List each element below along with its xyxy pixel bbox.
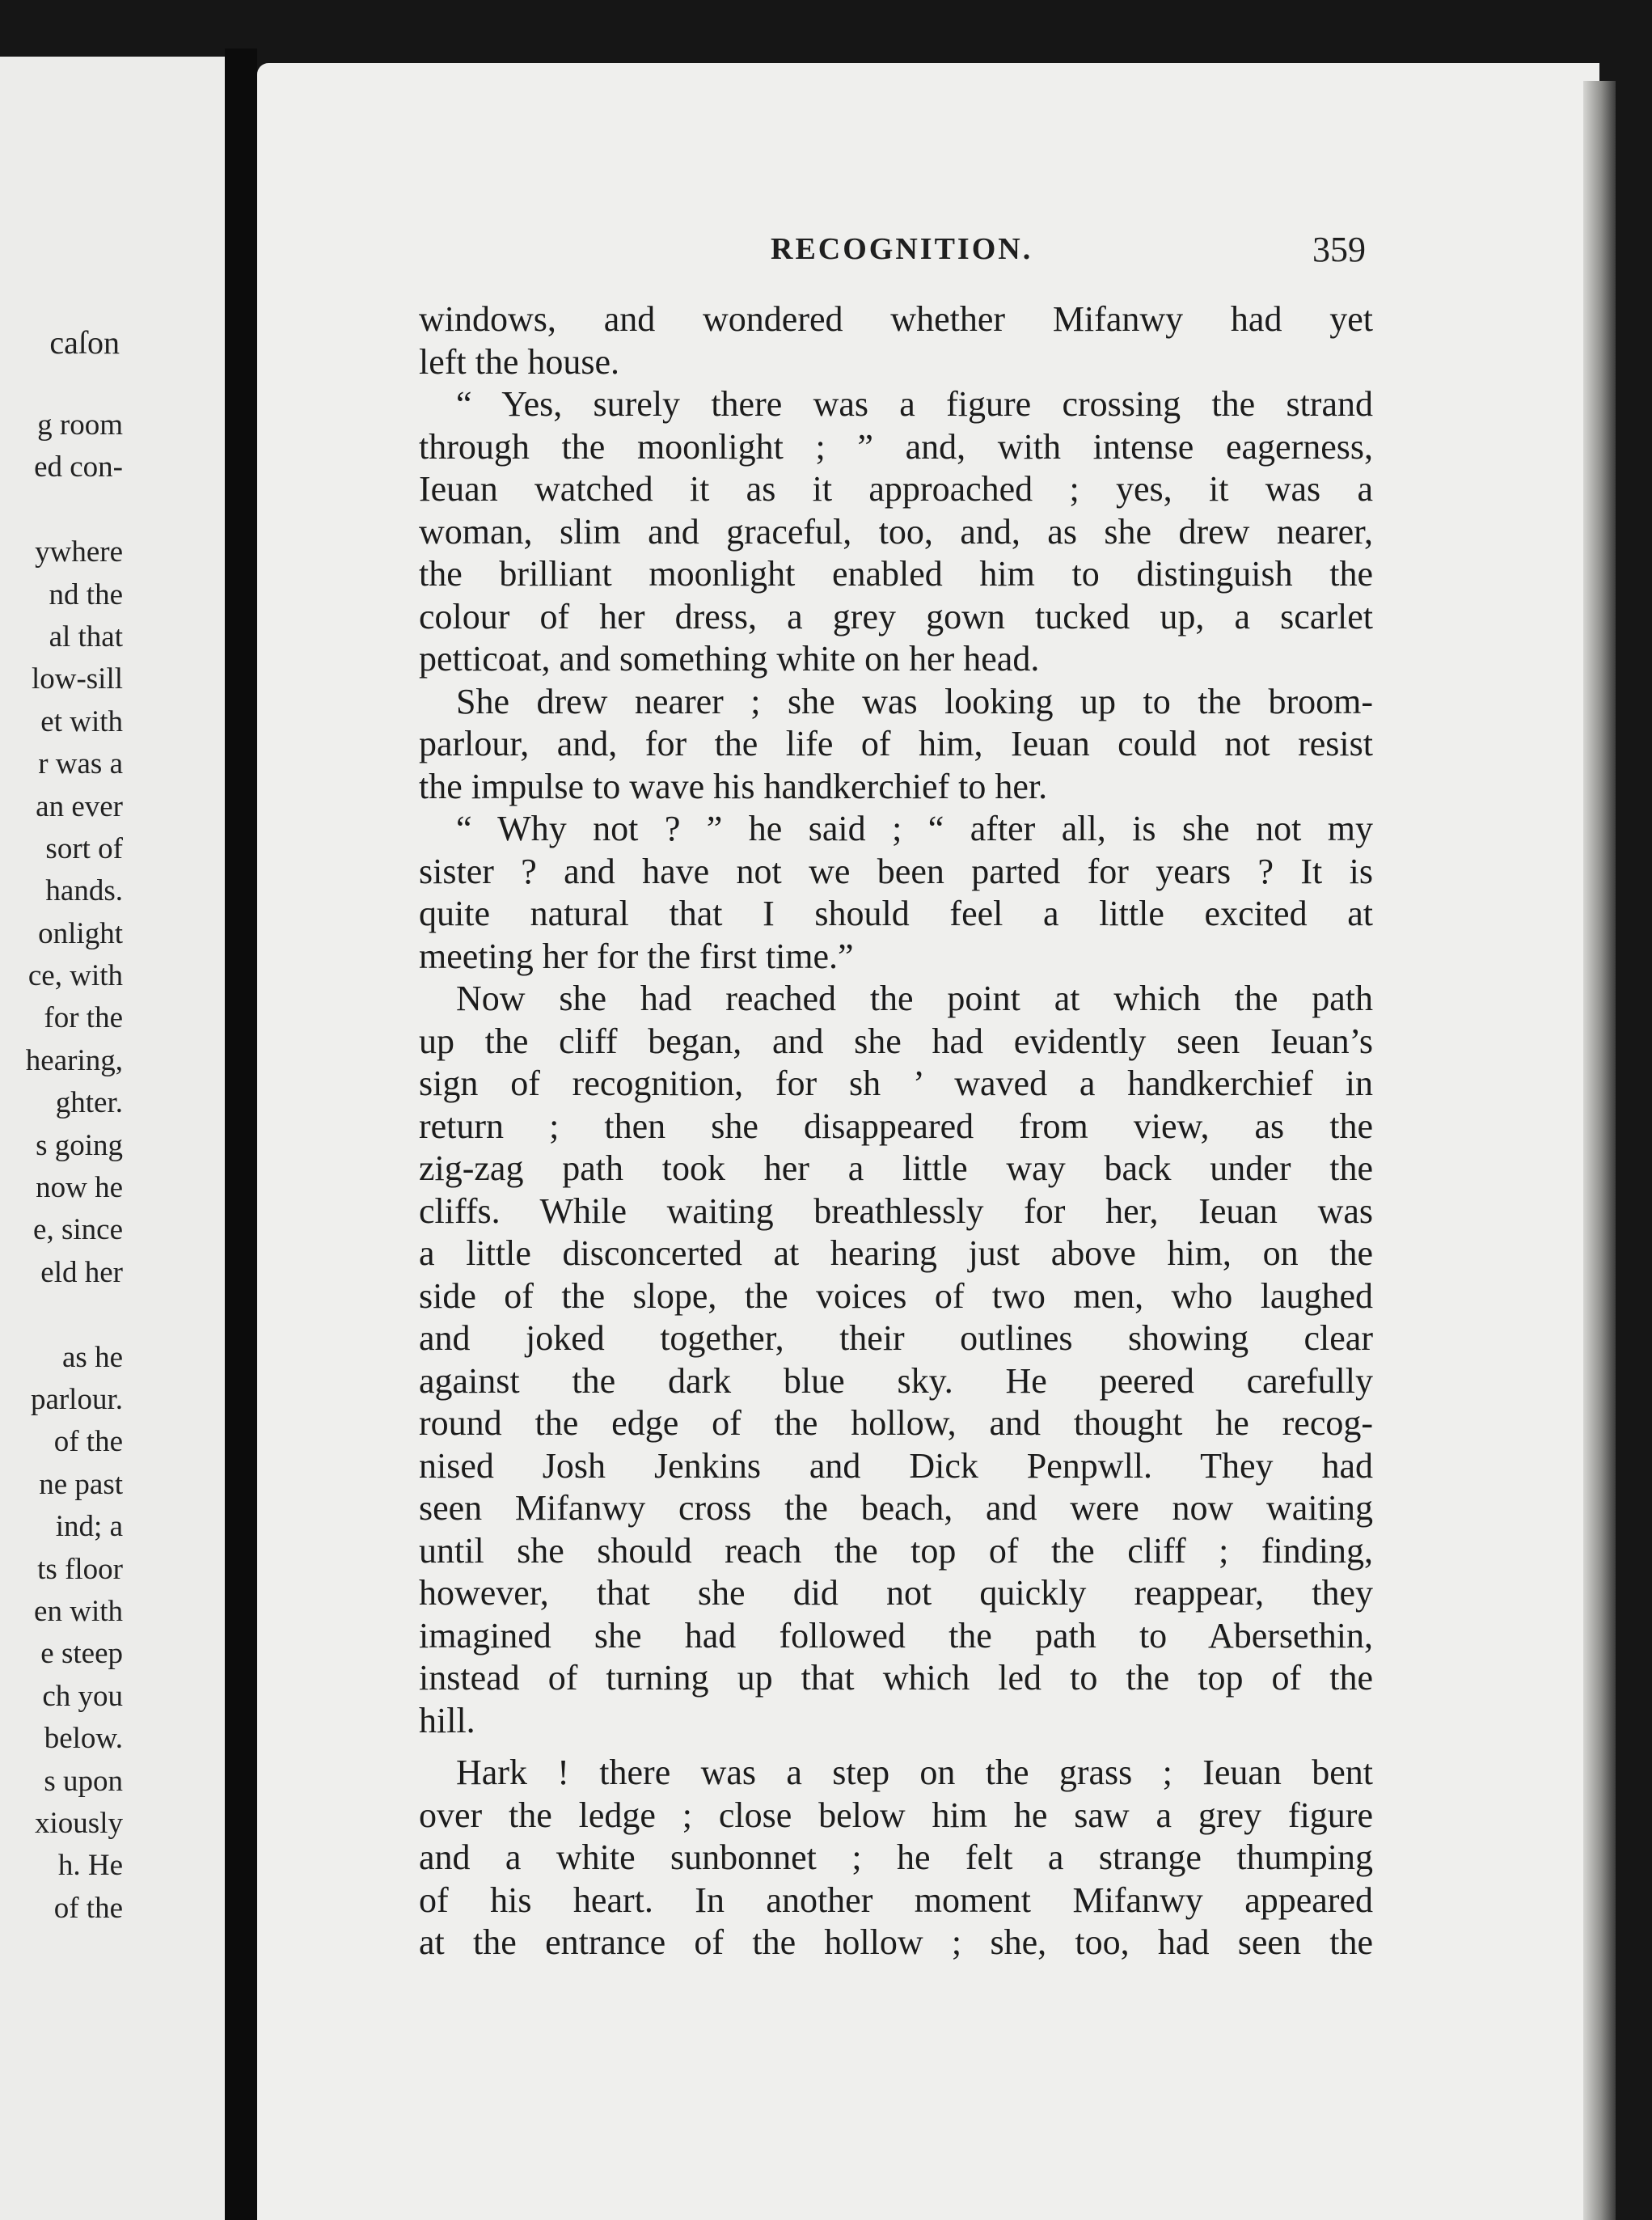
previous-page-line: hands. <box>45 874 123 908</box>
body-line: until she should reach the top of the cliff ; finding, <box>419 1530 1373 1571</box>
previous-page-line: e, since <box>33 1213 123 1247</box>
body-line: and a white sunbonnet ; he felt a strange thumping <box>419 1837 1373 1877</box>
page-number: 359 <box>1312 230 1366 269</box>
previous-page-line: r was a <box>38 747 123 781</box>
body-line: at the entrance of the hollow ; she, too, had seen the <box>419 1922 1373 1962</box>
body-line: “ Yes, surely there was a figure crossing the strand <box>456 384 1373 424</box>
body-line: petticoat, and something white on her head. <box>419 639 1040 679</box>
body-line: cliffs. While waiting breathlessly for her, Ieuan was <box>419 1190 1373 1231</box>
previous-page-line: parlour. <box>30 1382 123 1416</box>
body-line: “ Why not ? ” he said ; “ after all, is she not my <box>456 809 1373 848</box>
body-line: sign of recognition, for sh ’ waved a handkerchief in <box>419 1063 1373 1103</box>
previous-page-line: h. He <box>57 1849 123 1883</box>
page-gutter <box>225 49 257 2220</box>
body-line: nised Josh Jenkins and Dick Penpwll. They had <box>419 1445 1373 1486</box>
body-line: imagined she had followed the path to Abersethin, <box>419 1615 1373 1655</box>
previous-page-line: et with <box>40 704 123 738</box>
running-header: RECOGNITION. <box>771 232 1033 266</box>
body-line: instead of turning up that which led to the top of the <box>419 1658 1373 1698</box>
body-line: side of the slope, the voices of two men, who laughed <box>419 1275 1373 1316</box>
body-line: zig-zag path took her a little way back under the <box>419 1148 1373 1188</box>
previous-page-line: as he <box>62 1340 123 1374</box>
body-line: She drew nearer ; she was looking up to the broom- <box>456 681 1373 721</box>
body-line: Ieuan watched it as it approached ; yes, it was a <box>419 469 1373 509</box>
previous-page-line: now he <box>36 1171 123 1205</box>
previous-page-line: sort of <box>45 831 123 865</box>
previous-page-text <box>0 315 123 1930</box>
previous-page-line: hearing, <box>25 1043 123 1077</box>
body-line: and joked together, their outlines showing clear <box>419 1318 1373 1358</box>
body-line: through the moonlight ; ” and, with intense eagerness, <box>419 426 1373 467</box>
body-line: a little disconcerted at hearing just above him, on the <box>419 1233 1373 1273</box>
previous-page-line: ywhere <box>35 535 123 569</box>
body-line: woman, slim and graceful, too, and, as she drew nearer, <box>419 511 1373 552</box>
previous-page-line <box>0 1294 123 1336</box>
previous-page-line: ed con- <box>34 450 123 484</box>
body-line: seen Mifanwy cross the beach, and were now waiting <box>419 1488 1373 1528</box>
body-line: windows, and wondered whether Mifanwy had yet <box>419 299 1373 339</box>
body-line: against the dark blue sky. He peered carefully <box>419 1360 1373 1401</box>
previous-page-line: e steep <box>40 1637 123 1671</box>
body-line: sister ? and have not we been parted for years ? It is <box>419 851 1373 891</box>
body-line: meeting her for the first time.” <box>419 936 854 976</box>
previous-page-line: below. <box>44 1722 123 1756</box>
body-line: round the edge of the hollow, and thought he recog- <box>419 1403 1373 1443</box>
previous-page-line: of the <box>53 1891 123 1925</box>
previous-page-line: for the <box>44 1001 123 1035</box>
previous-page-line: onlight <box>38 916 123 950</box>
body-line: the brilliant moonlight enabled him to distinguish the <box>419 554 1373 594</box>
previous-page-line: en with <box>34 1594 123 1628</box>
previous-page-line: g room <box>37 408 123 442</box>
body-line: colour of her dress, a grey gown tucked up, a scarlet <box>419 596 1373 636</box>
body-line: the impulse to wave his handkerchief to her. <box>419 766 1048 806</box>
previous-page-line: s upon <box>44 1764 123 1798</box>
paragraph-gap <box>419 1742 1373 1752</box>
previous-page-line: low-sill <box>31 662 123 696</box>
body-line: left the house. <box>419 341 620 382</box>
body-line: hill. <box>419 1700 475 1740</box>
previous-page-line: ind; a <box>55 1510 123 1544</box>
body-line: up the cliff began, and she had evidently seen Ieuan’s <box>419 1021 1373 1061</box>
page-edge-shadow <box>1583 81 1616 2220</box>
body-line: of his heart. In another moment Mifanwy appeared <box>419 1880 1373 1920</box>
previous-page-line: ghter. <box>55 1086 123 1120</box>
previous-page <box>0 57 243 2220</box>
body-line: however, that she did not quickly reappear, they <box>419 1573 1373 1613</box>
body-line: return ; then she disappeared from view, as the <box>419 1106 1373 1146</box>
previous-page-line: an ever <box>36 789 123 823</box>
previous-page-line: nd the <box>49 577 123 611</box>
previous-page-catchword: caſon <box>49 324 120 361</box>
body-line: Hark ! there was a step on the grass ; Ieuan bent <box>456 1753 1373 1792</box>
body-line: quite natural that I should feel a little excited at <box>419 894 1373 933</box>
body-line: over the ledge ; close below him he saw a grey figure <box>419 1795 1373 1835</box>
previous-page-line <box>0 489 123 531</box>
previous-page-line: eld her <box>40 1255 123 1289</box>
previous-page-line: xiously <box>35 1806 123 1840</box>
previous-page-line: s going <box>36 1128 123 1162</box>
previous-page-line: of the <box>53 1425 123 1459</box>
previous-page-line: ne past <box>39 1467 123 1501</box>
previous-page-line: al that <box>49 619 123 653</box>
body-line: Now she had reached the point at which the path <box>456 979 1373 1018</box>
previous-page-line: ch you <box>42 1679 123 1713</box>
current-page <box>257 63 1599 2220</box>
previous-page-line: ts floor <box>37 1552 123 1586</box>
body-line: parlour, and, for the life of him, Ieuan could not resist <box>419 724 1373 763</box>
page-body <box>419 298 1373 1964</box>
previous-page-line: ce, with <box>27 959 123 993</box>
